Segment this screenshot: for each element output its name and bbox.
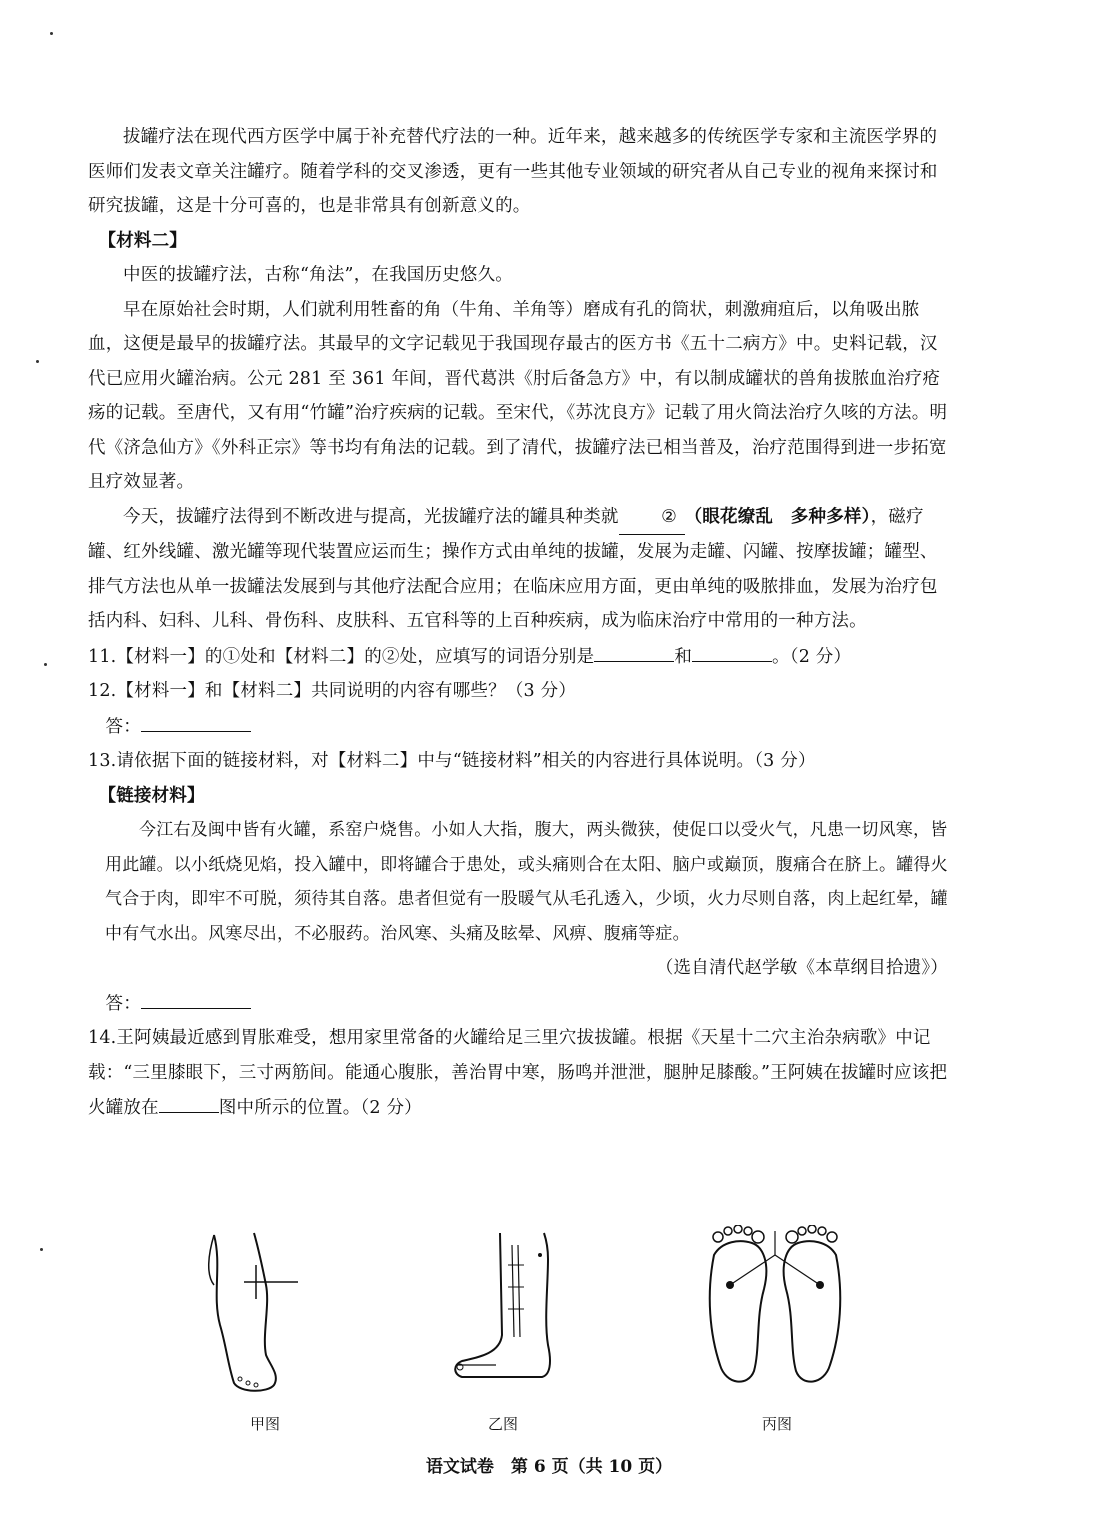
blank-mark-2: ②	[619, 500, 685, 536]
figure-yi	[450, 1225, 560, 1395]
link-material-source: （选自清代赵学敏《本草纲目拾遗》）	[655, 958, 948, 978]
answer-line-13	[88, 986, 948, 1022]
paragraph-text-part-a: 今天，拔罐疗法得到不断改进与提高，光拔罐疗法的罐具种类就	[123, 506, 619, 527]
answer-blank-2[interactable]	[692, 639, 772, 662]
figure-jia-caption: 甲图	[249, 1415, 280, 1433]
material-2-heading: 【材料二】	[98, 230, 187, 251]
paragraph-cupping-origin: 中医的拔罐疗法，古称“角法”，在我国历史悠久。	[123, 265, 513, 285]
word-options: （眼花缭乱 多种多样）	[684, 506, 871, 527]
question-11	[88, 639, 948, 675]
figure-bing	[700, 1225, 850, 1395]
question-11-text: 11.【材料一】的①处和【材料二】的②处，应填写的词语分别是	[88, 646, 595, 667]
paragraph-text-part-b: ，磁疗罐、红外线罐、激光罐等现代装置应运而生；操作方式由单纯的拔罐，发展为走罐、闪罐、按摩拔罐；罐型、排气方法也从单一拔罐法发展到与其他疗法配合应用；在临床应用方面，更由单纯的吸脓排血，发展为治疗包括内科、妇科、儿科、骨伤科、皮肤科、五官科等的上百种疾病，成为临床治疗中常用的一种方法。	[88, 506, 938, 631]
question-14-tail: 图中所示的位置。（2 分）	[218, 1098, 422, 1118]
answer-blank-1[interactable]	[594, 639, 674, 662]
answer-blank-12[interactable]	[141, 709, 251, 732]
page-footer: 语文试卷 第 6 页（共 10 页）	[425, 1457, 673, 1477]
scan-speck	[36, 360, 39, 363]
figure-yi-caption: 乙图	[487, 1415, 518, 1433]
answer-line-12	[88, 709, 948, 745]
question-14-text: 14.王阿姨最近感到胃胀难受，想用家里常备的火罐给足三里穴拔拔罐。根据《天星十二穴主治杂病歌》中记载：“三里膝眼下，三寸两筋间。能通心腹胀，善治胃中寒，肠鸣并泄泄，腿肿足膝酸。”王阿姨在拔罐时应该把火罐放在	[88, 1028, 948, 1118]
link-material-text: 今江右及闽中皆有火罐，系窑户烧售。小如人大指，腹大，两头微狭，使促口以受火气，凡患一切风寒，皆用此罐。以小纸烧见焰，投入罐中，即将罐合于患处，或头痛则合在太阳、脑户或巅顶，腹痛合在脐上。罐得火气合于肉，即牢不可脱，须待其自落。患者但觉有一股暖气从毛孔透入，少顷，火力尽则自落，肉上起红晕，罐中有气水出。风寒尽出，不必服药。治风寒、头痛及眩晕、风痹、腹痛等症。	[105, 820, 948, 944]
figures-row	[0, 1225, 1098, 1445]
question-11-score: 。（2 分）	[772, 646, 852, 667]
question-13: 13.请依据下面的链接材料，对【材料二】中与“链接材料”相关的内容进行具体说明。（3 分）	[88, 751, 816, 771]
answer-blank-13[interactable]	[141, 986, 251, 1009]
leg-side-illustration	[200, 1225, 310, 1395]
figure-jia	[200, 1225, 310, 1395]
foot-soles-illustration	[700, 1225, 850, 1395]
question-11-and: 和	[674, 646, 693, 667]
figure-bing-caption: 丙图	[761, 1415, 792, 1433]
answer-label: 答：	[105, 716, 141, 737]
foot-ankle-illustration	[450, 1225, 560, 1395]
answer-label: 答：	[105, 993, 141, 1014]
exam-content	[88, 120, 948, 1126]
paragraph-material-1-end: 拔罐疗法在现代西方医学中属于补充替代疗法的一种。近年来，越来越多的传统医学专家和主流医学界的医师们发表文章关注罐疗。随着学科的交叉渗透，更有一些其他专业领域的研究者从自己专业的视角来探讨和研究拔罐，这是十分可喜的，也是非常具有创新意义的。	[88, 127, 938, 216]
paragraph-cupping-history: 早在原始社会时期，人们就利用牲畜的角（牛角、羊角等）磨成有孔的筒状，刺激痈疽后，以角吸出脓血，这便是最早的拔罐疗法。其最早的文字记载见于我国现存最古的医方书《五十二病方》中。史料记载，汉代已应用火罐治病。公元 281 至 361 年间，晋代葛洪《肘后备急方》中，有以制成罐状的兽角拔脓血治疗疮疡的记载。至唐代，又有用“竹罐”治疗疾病的记载。至宋代，《苏沈良方》记载了用火筒法治疗久咳的方法。明代《济急仙方》《外科正宗》等书均有角法的记载。到了清代，拔罐疗法已相当普及，治疗范围得到进一步拓宽且疗效显著。	[88, 299, 948, 492]
question-14	[88, 1021, 948, 1126]
scan-speck	[44, 663, 47, 666]
question-12: 12.【材料一】和【材料二】共同说明的内容有哪些？（3 分）	[88, 681, 577, 701]
scan-speck	[50, 32, 53, 35]
link-material-heading: 【链接材料】	[98, 785, 205, 806]
paragraph-cupping-today	[88, 500, 948, 639]
answer-blank-14[interactable]	[159, 1090, 219, 1113]
